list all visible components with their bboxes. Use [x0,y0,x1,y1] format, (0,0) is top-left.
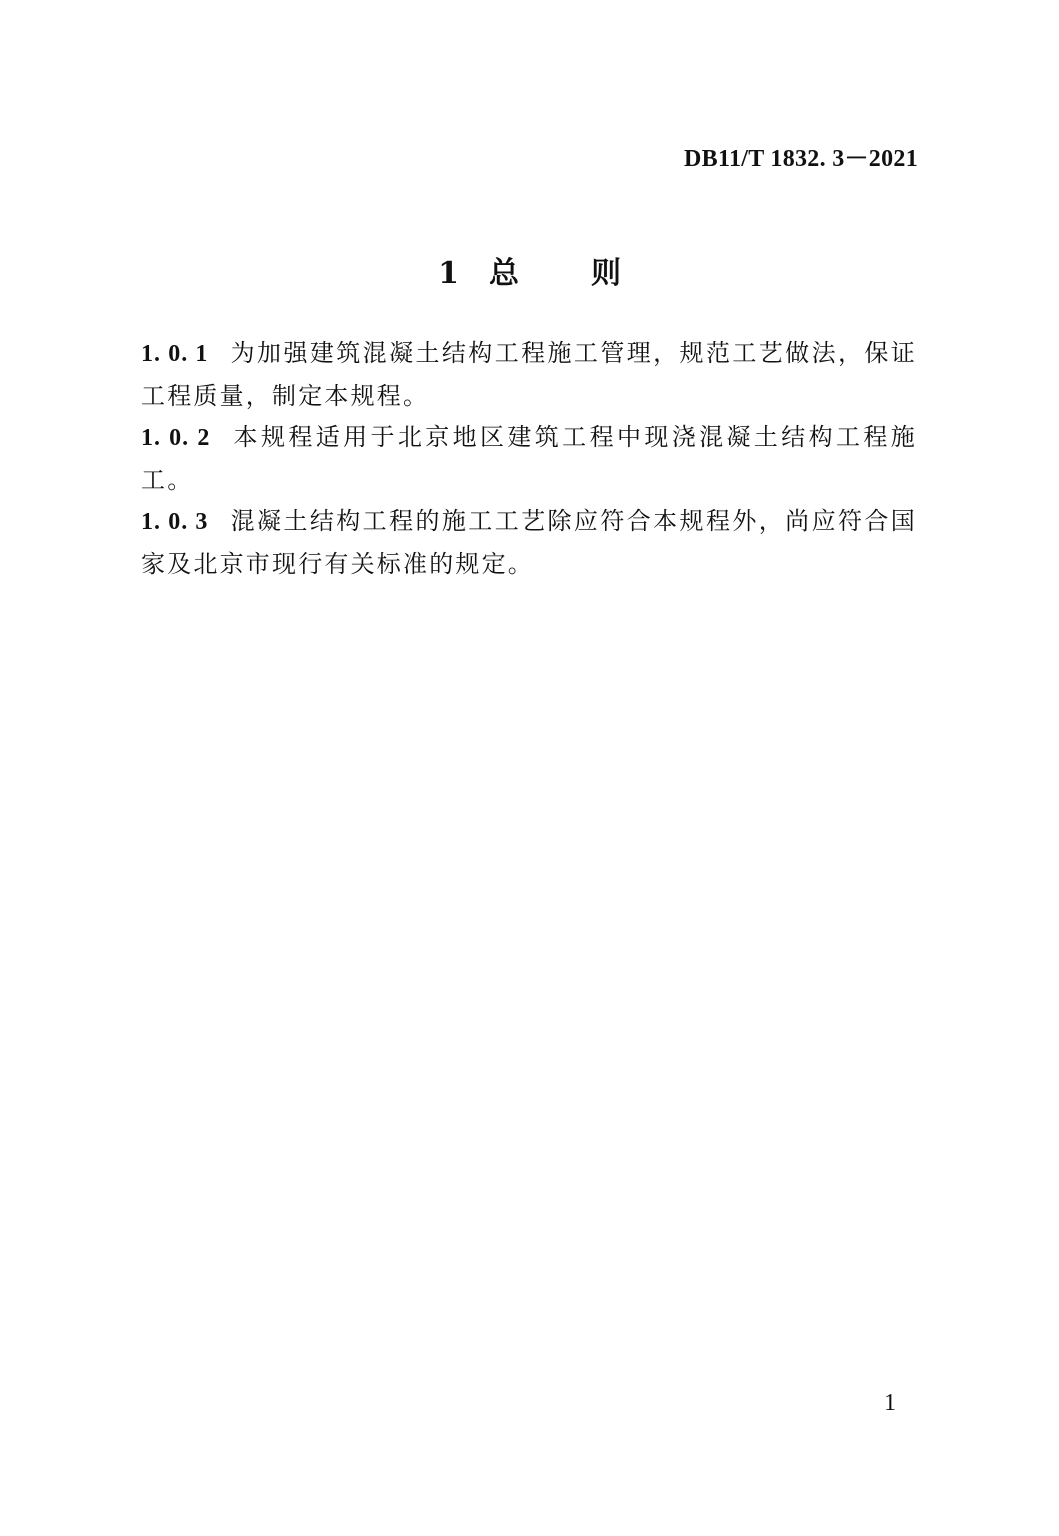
standard-code: DB11/T 1832. 3－2021 [684,146,918,172]
clause-text: 为加强建筑混凝土结构工程施工管理，规范工艺做法，保证工程质量，制定本规程。 [141,339,918,410]
clause-number: 1. 0. 1 [141,341,209,367]
clause-text: 本规程适用于北京地区建筑工程中现浇混凝土结构工程施工。 [141,423,918,494]
page-number: 1 [884,1390,896,1416]
clause-number: 1. 0. 2 [141,425,211,451]
clause-1-0-2 [141,417,917,501]
chapter-title-part2: 则 [590,256,621,291]
chapter-title [0,248,1059,292]
chapter-title-part1: 总 [488,256,519,291]
clause-list [141,333,917,585]
clause-1-0-1 [141,333,917,417]
clause-1-0-3 [141,501,917,585]
chapter-number: 1 [438,256,459,291]
clause-text: 混凝土结构工程的施工工艺除应符合本规程外，尚应符合国家及北京市现行有关标准的规定。 [141,507,918,578]
clause-number: 1. 0. 3 [141,509,209,535]
